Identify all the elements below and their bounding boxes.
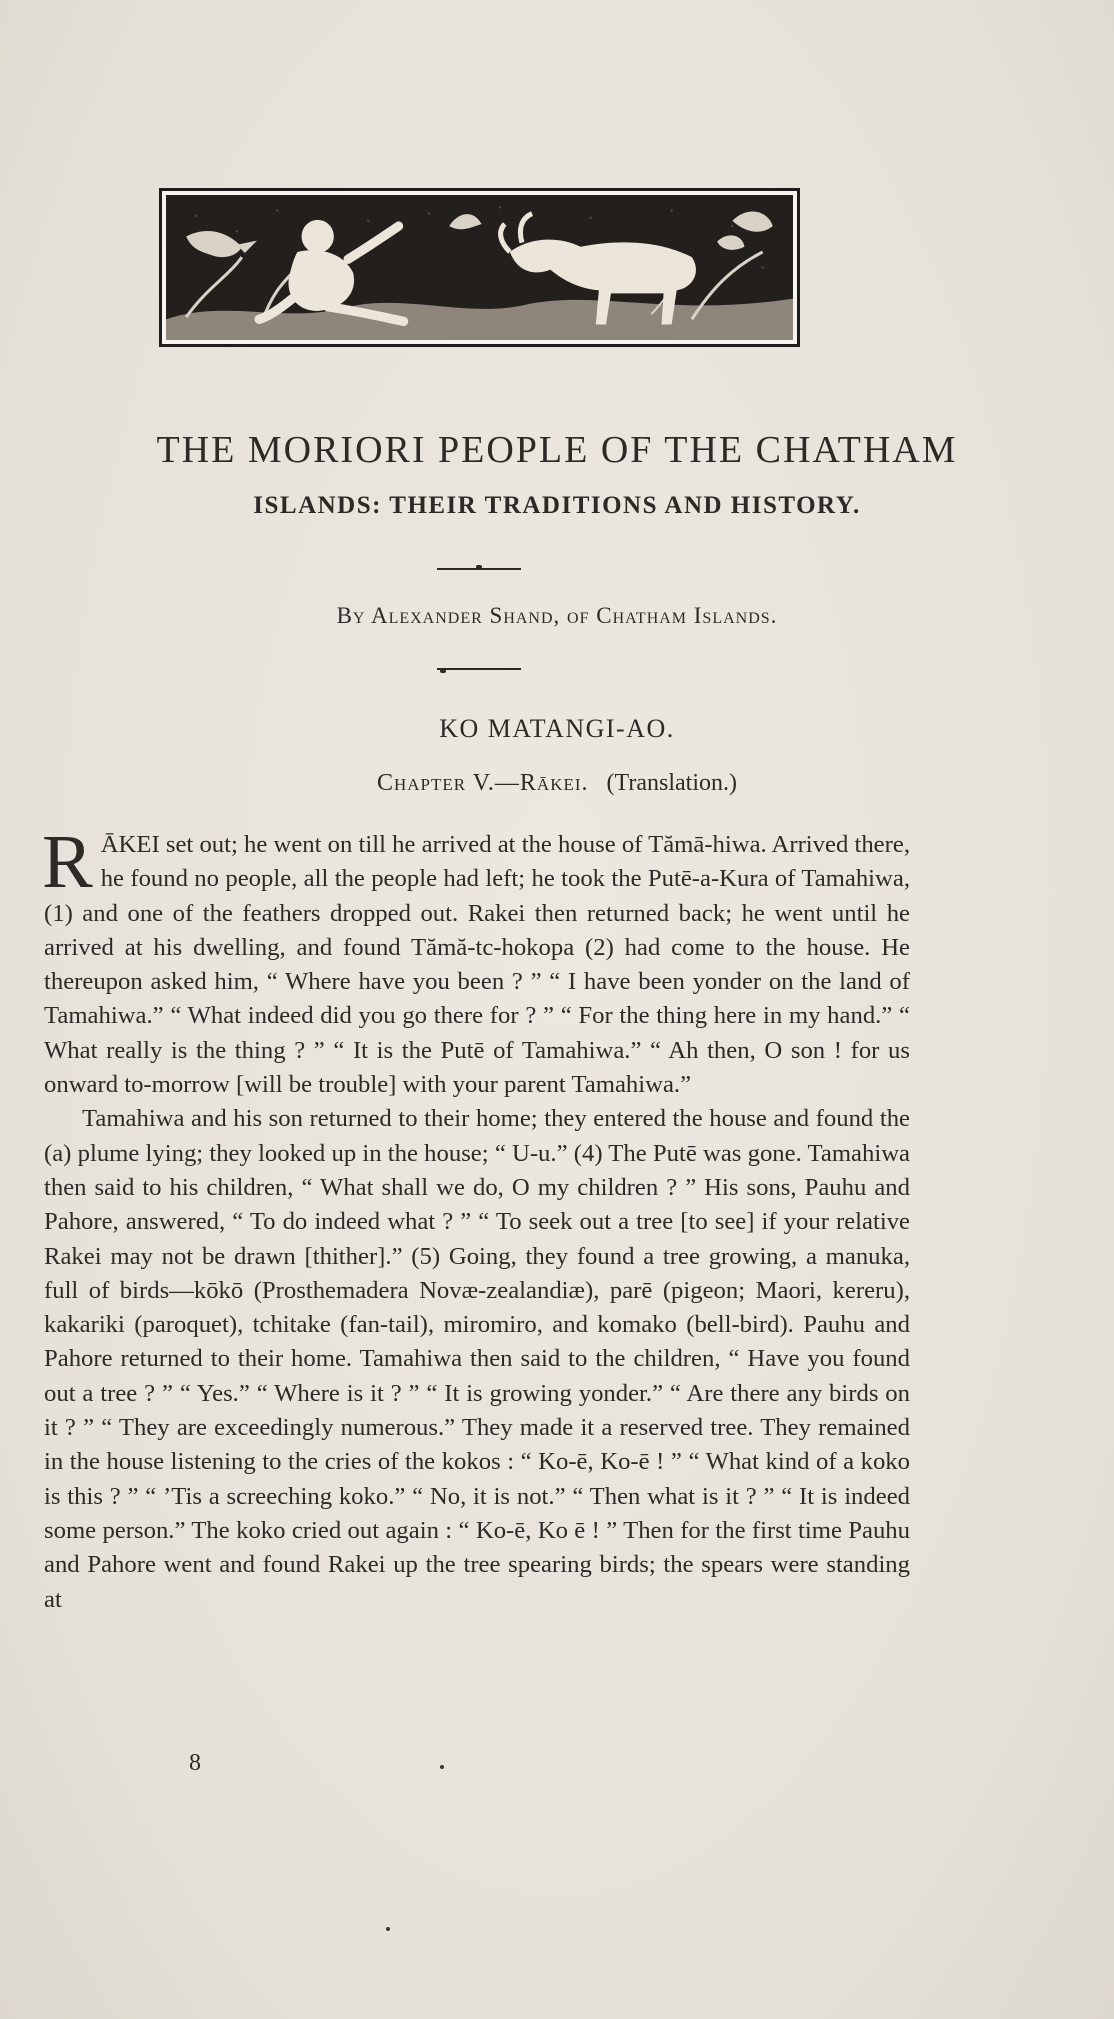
chapter-title: Chapter V.—Rākei. <box>377 770 589 796</box>
byline-divider <box>437 668 521 670</box>
paper-speck <box>440 1765 444 1769</box>
paragraph-1 <box>42 820 910 1102</box>
paper-speck <box>386 1927 390 1931</box>
headpiece-illustration <box>159 188 800 347</box>
headpiece-artwork <box>166 195 793 340</box>
byline-divider-ornament <box>440 669 446 673</box>
paragraph-2: Tamahiwa and his son returned to their home; they entered the house and found the (a) plume lying; they looked up in the house; “ U-u.” (4) The Putē was gone. Tamahiwa then said to his children, “ What shall we do, O my children ? ” His sons, Pauhu and Pahore, answered, “ To do indeed what ? ” “ To seek out a tree [to see] if your relative Rakei may not be drawn [thither].” (5) Going, they found a tree growing, a manuka, full of birds—kōkō (Prosthemadera Novæ-zealandiæ), parē (pigeon; Maori, kereru), kakariki (paroquet), tchitake (fan-tail), miromiro, and komako (bell-bird). Pauhu and Pahore returned to their home. Tamahiwa then said to the children, “ Have you found out a tree ? ” “ Yes.” “ Where is it ? ” “ It is growing yonder.” “ Are there any birds on it ? ” “ They are exceedingly numerous.” They made it a reserved tree. They remained in the house listening to the cries of the kokos : “ Ko-ē, Ko-ē ! ” “ What kind of a koko is this ? ” “ ’Tis a screeching koko.” “ No, it is not.” “ Then what is it ? ” “ It is indeed some person.” The koko cried out again : “ Ko-ē, Ko ē ! ” Then for the first time Pauhu and Pahore went and found Rakei up the tree spearing birds; the spears were standing at <box>44 1105 910 1613</box>
body-text <box>42 820 910 1617</box>
author-byline: By Alexander Shand, of Chatham Islands. <box>336 603 778 628</box>
page-signature-number: 8 <box>189 1750 201 1776</box>
section-heading: KO MATANGI-AO. <box>439 714 675 743</box>
chapter-note: (Translation.) <box>606 770 737 796</box>
drop-cap: R <box>42 820 93 904</box>
chapter-heading <box>0 770 1114 797</box>
paragraph-1-text: ĀKEI set out; he went on till he arrived at the house of Tămā-hiwa. Arrived there, he found no people, all the people had left; he took the Putē-a-Kura of Tamahiwa, (1) and one of the feathers dropped out. Rakei then returned back; he went until he arrived at his dwelling, and found Tămă-tc-hokopa (2) had come to the house. He thereupon asked him, “ Where have you been ? ” “ I have been yonder on the land of Tamahiwa.” “ What indeed did you go there for ? ” “ For the thing here in my hand.” “ What really is the thing ? ” “ It is the Putē of Tamahiwa.” “ Ah then, O son ! for us onward to-morrow [will be trouble] with your parent Tamahiwa.” <box>44 831 910 1099</box>
article-title-line-1: THE MORIORI PEOPLE OF THE CHATHAM <box>156 429 958 471</box>
title-divider-ornament <box>476 565 482 569</box>
article-title-line-2: ISLANDS: THEIR TRADITIONS AND HISTORY. <box>253 492 861 519</box>
headpiece-image <box>166 195 793 340</box>
